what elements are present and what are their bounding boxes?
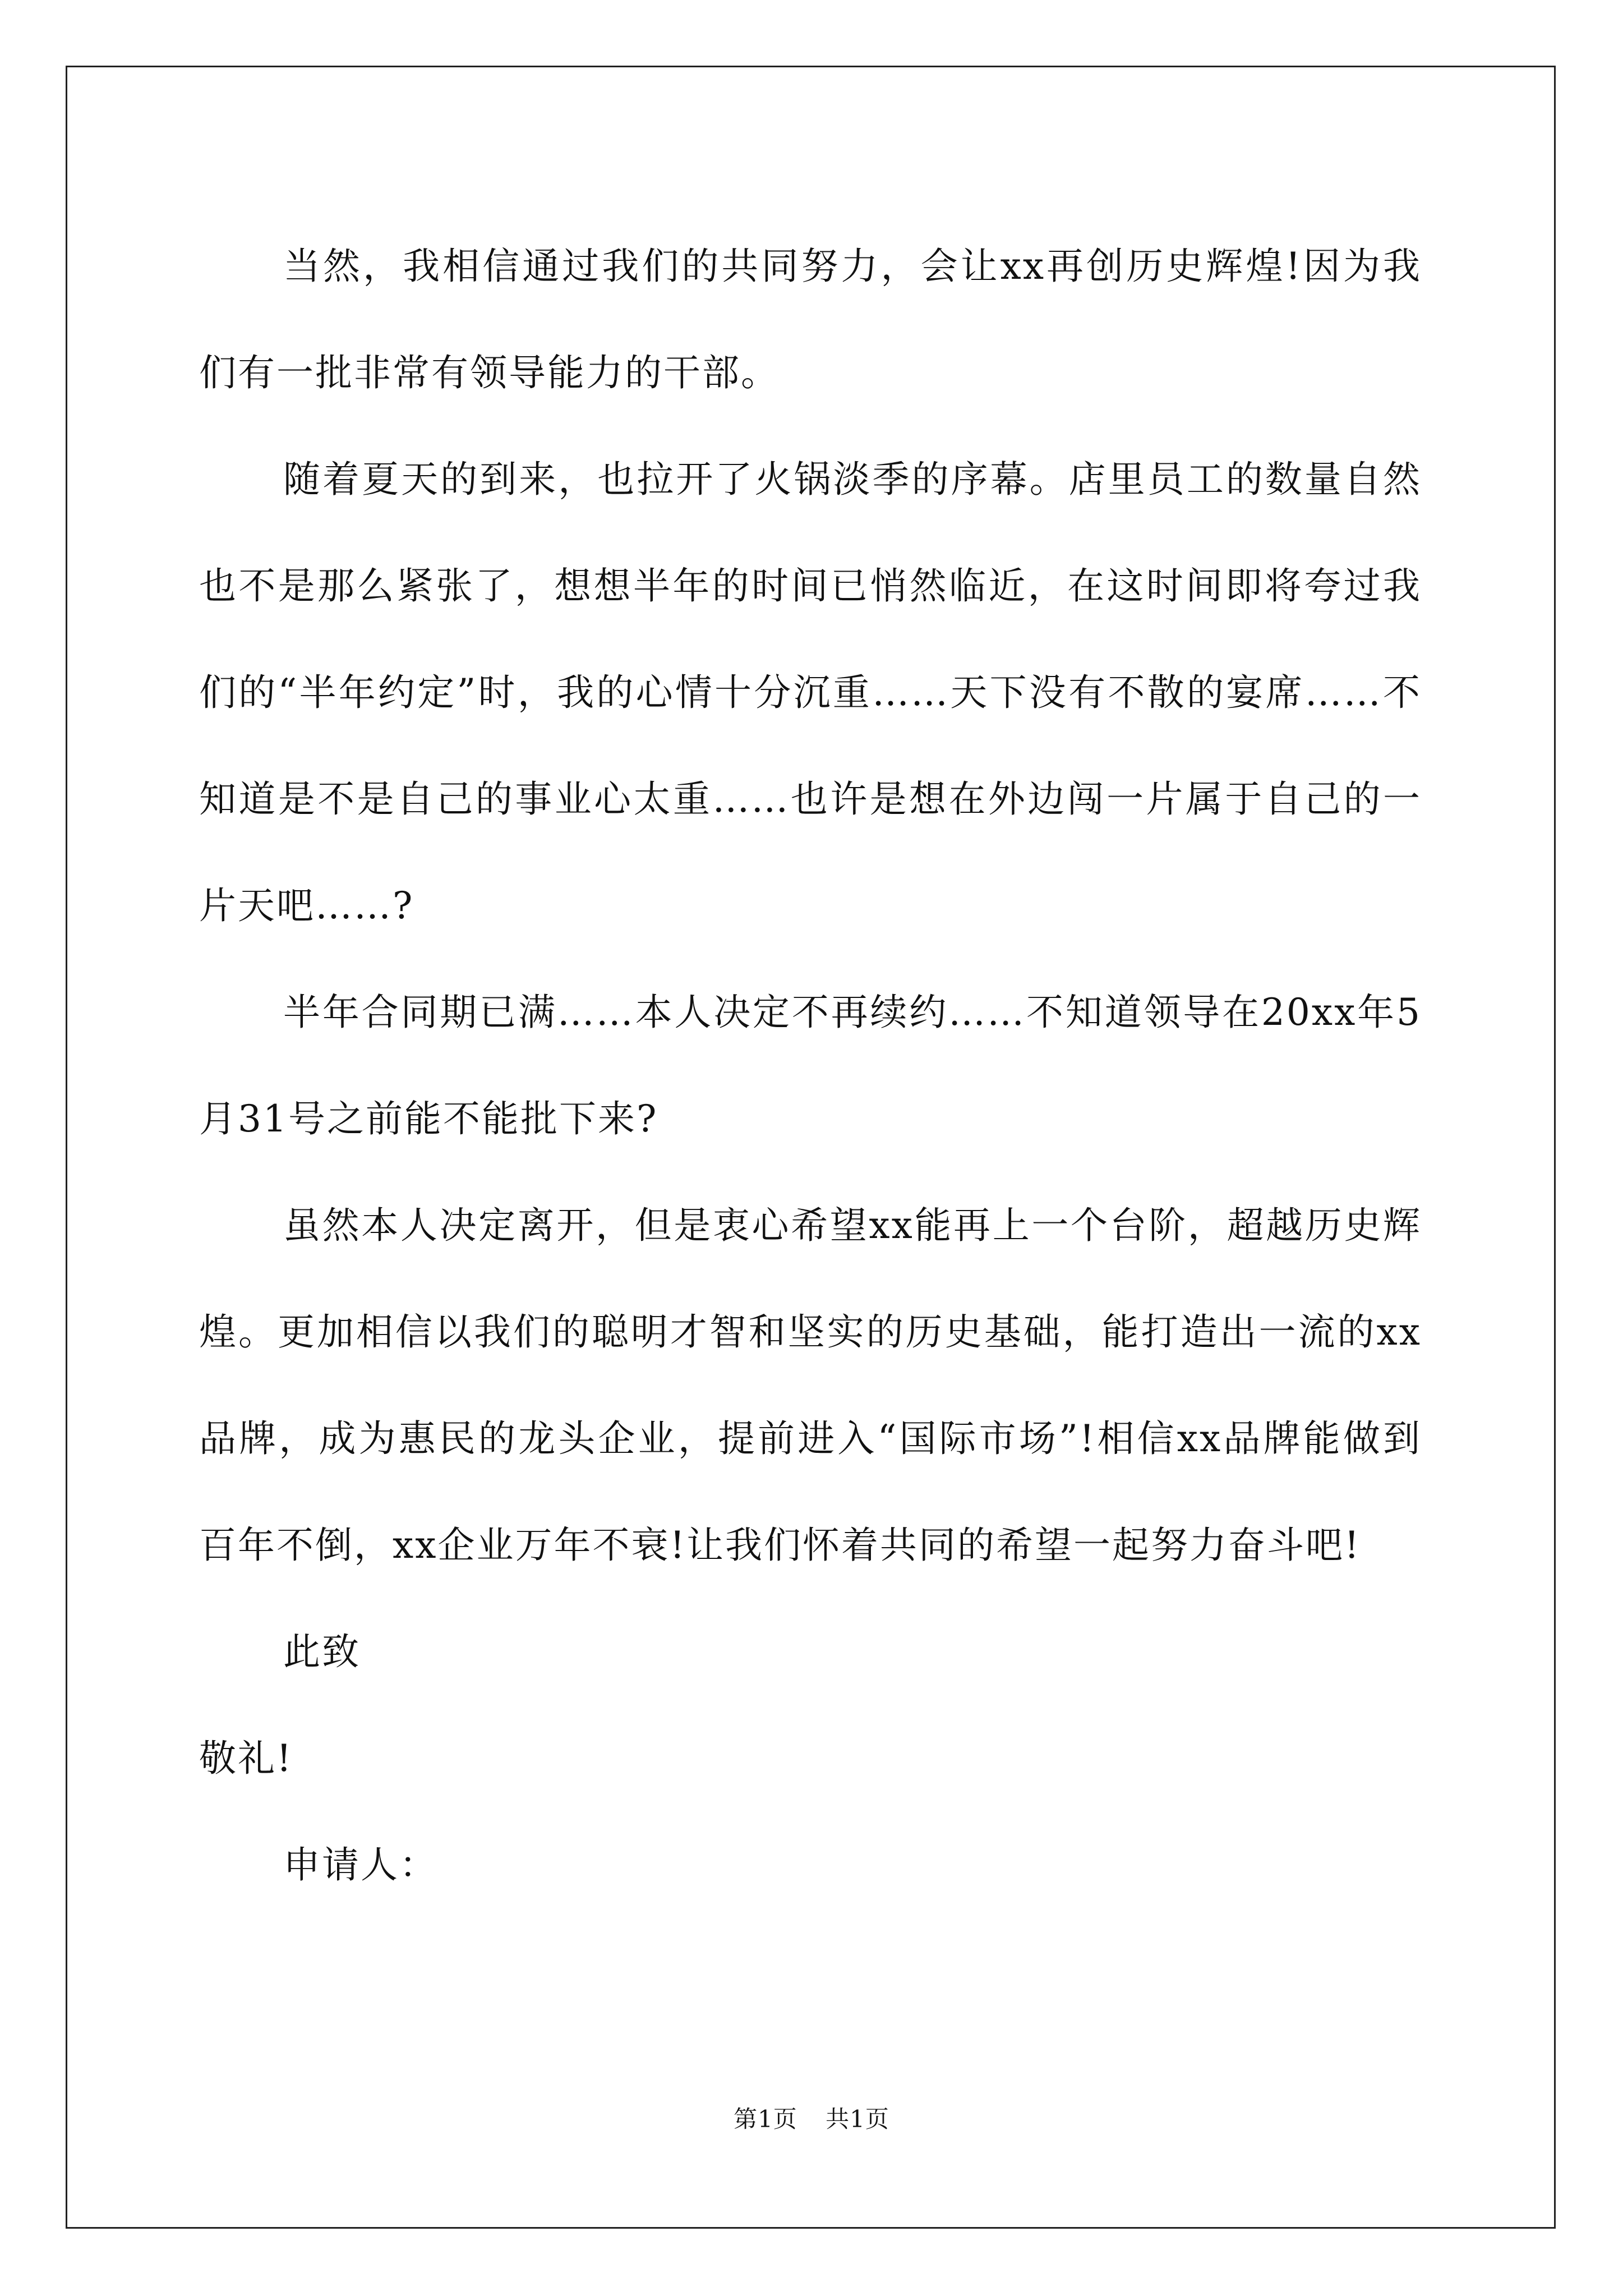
paragraph-2: 随着夏天的到来，也拉开了火锅淡季的序幕。店里员工的数量自然也不是那么紧张了，想想半年的时间已悄然临近，在这时间即将夸过我们的“半年约定”时，我的心情十分沉重……天下没有不散的宴席……不知道是不是自己的事业心太重……也许是想在外边闯一片属于自己的一片天吧……?: [199, 458, 1422, 927]
signature-label: 申请人：: [283, 1843, 438, 1887]
page-footer: [0, 2101, 1623, 2134]
letter-body: [199, 213, 1422, 1918]
page-number: 第1页: [734, 2105, 797, 2133]
closing-line: 此致: [283, 1630, 361, 1673]
paragraph-4: 虽然本人决定离开，但是衷心希望xx能再上一个台阶，超越历史辉煌。更加相信以我们的聪明才智和坚实的历史基础，能打造出一流的xx品牌，成为惠民的龙头企业，提前进入“国际市场”!相信xx品牌能做到百年不倒，xx企业万年不衰!让我们怀着共同的希望一起努力奋斗吧!: [199, 1204, 1422, 1567]
paragraph-1: 当然，我相信通过我们的共同努力，会让xx再创历史辉煌!因为我们有一批非常有领导能力的干部。: [199, 245, 1422, 394]
salutation-line: 敬礼!: [199, 1737, 293, 1780]
page-total: 共1页: [826, 2105, 889, 2133]
paragraph-3: 半年合同期已满……本人决定不再续约……不知道领导在20xx年5月31号之前能不能批下来?: [199, 991, 1422, 1140]
